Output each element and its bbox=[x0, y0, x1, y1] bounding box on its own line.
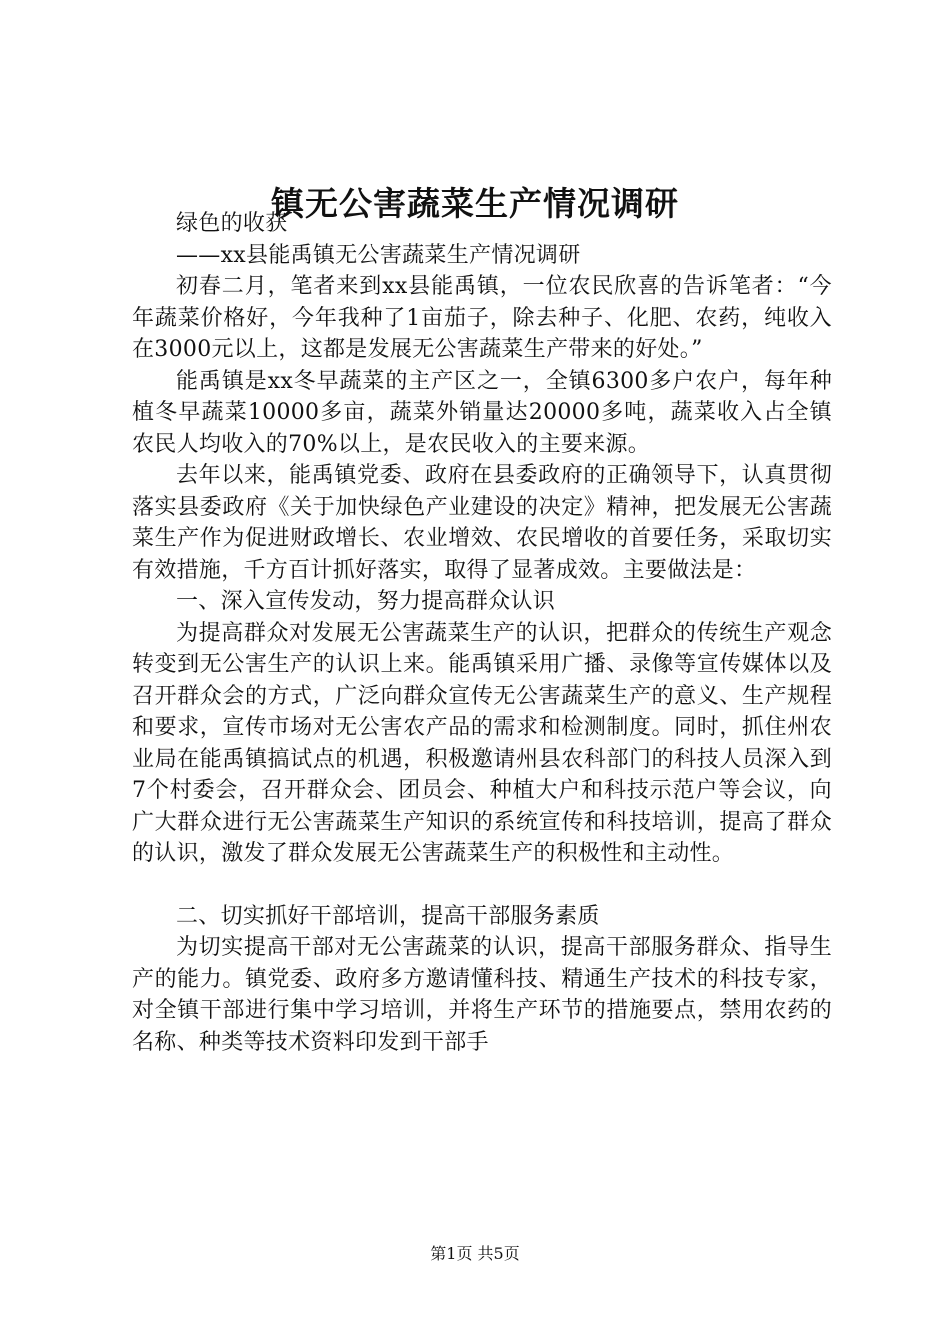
paragraph-intro: 初春二月，笔者来到xx县能禹镇，一位农民欣喜的告诉笔者：“今年蔬菜价格好，今年我种了1亩茄子，除去种子、化肥、农药，纯收入在3000元以上，这都是发展无公害蔬菜生产带来的好处。” bbox=[132, 274, 832, 362]
document-body bbox=[132, 208, 832, 1058]
paragraph-section-1: 为提高群众对发展无公害蔬菜生产的认识，把群众的传统生产观念转变到无公害生产的认识上来。能禹镇采用广播、录像等宣传媒体以及召开群众会的方式，广泛向群众宣传无公害蔬菜生产的意义、生产规程和要求，宣传市场对无公害农产品的需求和检测制度。同时，抓住州农业局在能禹镇搞试点的机遇，积极邀请州县农科部门的科技人员深入到7个村委会，召开群众会、团员会、种植大户和科技示范户等会议，向广大群众进行无公害蔬菜生产知识的系统宣传和科技培训，提高了群众的认识，激发了群众发展无公害蔬菜生产的积极性和主动性。 bbox=[132, 620, 832, 866]
paragraph-overview: 去年以来，能禹镇党委、政府在县委政府的正确领导下，认真贯彻落实县委政府《关于加快绿色产业建设的决定》精神，把发展无公害蔬菜生产作为促进财政增长、农业增效、农民增收的首要任务，采取切实有效措施，千方百计抓好落实，取得了显著成效。主要做法是： bbox=[132, 463, 832, 583]
paragraph-background: 能禹镇是xx冬早蔬菜的主产区之一，全镇6300多户农户，每年种植冬早蔬菜10000多亩，蔬菜外销量达20000多吨，蔬菜收入占全镇农民人均收入的70%以上，是农民收入的主要来源。 bbox=[132, 368, 832, 457]
paragraph-section-2: 为切实提高干部对无公害蔬菜的认识，提高干部服务群众、指导生产的能力。镇党委、政府多方邀请懂科技、精通生产技术的科技专家，对全镇干部进行集中学习培训，并将生产环节的措施要点，禁用农药的名称、种类等技术资料印发到干部手 bbox=[132, 935, 832, 1055]
subtitle: 绿色的收获 bbox=[176, 211, 288, 236]
subtitle-detail: ——xx县能禹镇无公害蔬菜生产情况调研 bbox=[176, 242, 581, 268]
section-heading-2: 二、切实抓好干部培训，提高干部服务素质 bbox=[176, 903, 600, 929]
page-footer: 第1页 共5页 bbox=[430, 1244, 520, 1263]
document-title: 镇无公害蔬菜生产情况调研 bbox=[271, 184, 679, 224]
section-heading-1: 一、深入宣传发动，努力提高群众认识 bbox=[176, 589, 556, 614]
